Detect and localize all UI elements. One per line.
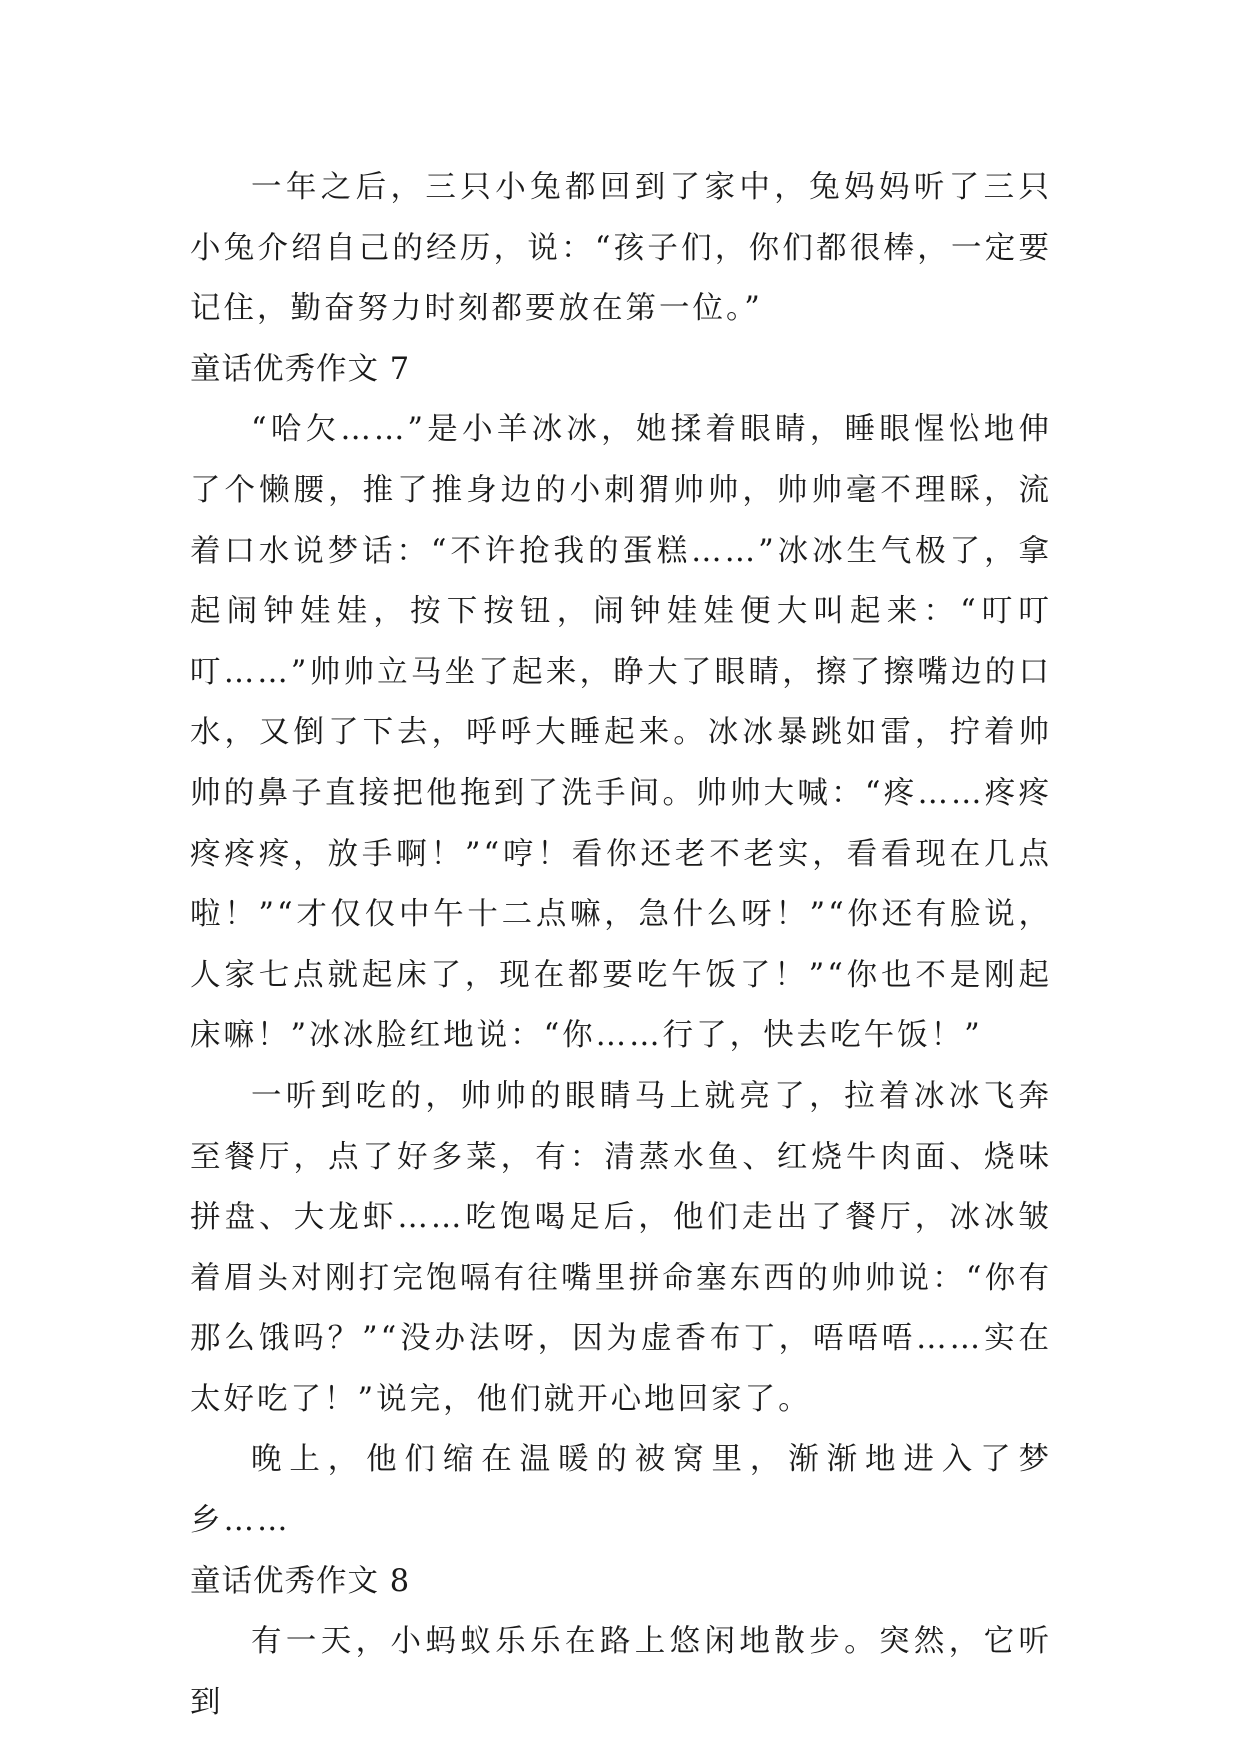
paragraph-evening: 晚上，他们缩在温暖的被窝里，渐渐地进入了梦乡……	[190, 1442, 1052, 1539]
paragraph-restaurant: 一听到吃的，帅帅的眼睛马上就亮了，拉着冰冰飞奔至餐厅，点了好多菜，有：清蒸水鱼、红烧牛肉面、烧味拼盘、大龙虾……吃饱喝足后，他们走出了餐厅，冰冰皱着眉头对刚打完饱嗝有往嘴里拼命塞东西的帅帅说：“你有那么饿吗？”“没办法呀，因为虚香布丁，唔唔唔……实在太好吃了！”说完，他们就开心地回家了。	[190, 1078, 1052, 1417]
paragraph-rabbits-return: 一年之后，三只小兔都回到了家中，兔妈妈听了三只小兔介绍自己的经历，说：“孩子们，你们都很棒，一定要记住，勤奋努力时刻都要放在第一位。”	[190, 170, 1052, 327]
paragraph-yawn-story: “哈欠……”是小羊冰冰，她揉着眼睛，睡眼惺忪地伸了个懒腰，推了推身边的小刺猬帅帅，帅帅毫不理睬，流着口水说梦话：“不许抢我的蛋糕……”冰冰生气极了，拿起闹钟娃娃，按下按钮，闹钟娃娃便大叫起来：“叮叮叮……”帅帅立马坐了起来，睁大了眼睛，擦了擦嘴边的口水，又倒了下去，呼呼大睡起来。冰冰暴跳如雷，拧着帅帅的鼻子直接把他拖到了洗手间。帅帅大喊：“疼……疼疼疼疼疼，放手啊！”“哼！看你还老不老实，看看现在几点啦！”“才仅仅中午十二点嘛，急什么呀！”“你还有脸说，人家七点就起床了，现在都要吃午饭了！”“你也不是刚起床嘛！”冰冰脸红地说：“你……行了，快去吃午饭！”	[190, 412, 1052, 1054]
section-heading-7: 童话优秀作文 7	[190, 351, 411, 387]
paragraph-ant-story: 有一天，小蚂蚁乐乐在路上悠闲地散步。突然，它听到	[190, 1624, 1052, 1720]
document-body	[190, 158, 1052, 1733]
section-heading-8: 童话优秀作文 8	[190, 1563, 411, 1599]
